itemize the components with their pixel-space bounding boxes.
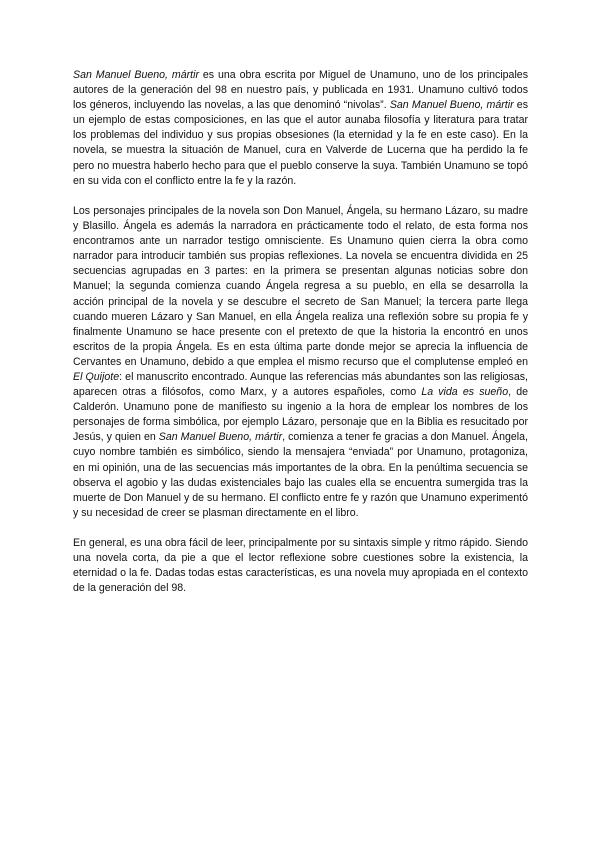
- text-run: es un ejemplo de estas composiciones, en las que el autor aunaba filosofía y literatura para tratar los problemas del individuo y sus propias obsesiones (la eternidad y la fe en este caso). En la novela, se muestra la situación de Manuel, cura en Valverde de Lucerna que ha perdido la fe pero no muestra haberlo hecho para que el pueblo conserve la suya. También Unamuno se topó en su vida con el conflicto entre la fe y la razón.: [73, 99, 528, 187]
- work-title-italic: San Manuel Bueno, mártir: [73, 69, 199, 81]
- paragraph-characters-structure: [73, 204, 528, 521]
- document-body: [73, 68, 528, 612]
- paragraph-introduction: [73, 68, 528, 189]
- work-title-italic: San Manuel Bueno, mártir: [158, 431, 283, 444]
- work-title-italic: La vida es sueño: [421, 386, 509, 399]
- text-run: , comienza a tener fe gracias a don Manuel. Ángela, cuyo nombre también es simbólico, siendo la mensajera “enviada” por Unamuno, protagoniza, en mi opinión, una de las secuencias más importantes de la obra. En la penúltima secuencia se observa el agobio y las dudas existenciales bajo las cuales ella se encuentra sumergida tras la muerte de Don Manuel y de su hermano. El conflicto entre fe y razón que Unamuno experimentó y su necesidad de creer se plasman directamente en el libro.: [73, 431, 528, 519]
- text-run: : el manuscrito encontrado. Aunque las referencias más abundantes son las religiosas, aparecen otras a filósofos, como Marx, y a autores españoles, como: [73, 370, 528, 399]
- paragraph-conclusion: [73, 536, 528, 596]
- text-run: Los personajes principales de la novela son Don Manuel, Ángela, su hermano Lázaro, su madre y Blasillo. Ángela es además la narradora en prácticamente todo el relato, de esta forma nos encontramos ante un narrador testigo omnisciente. Es Unamuno quien cierra la obra como narrador para introducir también sus propias reflexiones. La novela se encuentra dividida en 25 secuencias agrupadas en 3 partes: en la primera se presentan algunas noticias sobre don Manuel; la segunda comienza cuando Ángela regresa a su pueblo, en ella se desarrolla la acción principal de la novela y se descubre el secreto de San Manuel; la tercera parte llega cuando mueren Lázaro y San Manuel, en ella Ángela realiza una reflexión sobre su propia fe y finalmente Unamuno se hace presente con el pretexto de que la historia la encontró en unos escritos de la propia Ángela. Es en esta última parte donde mejor se aprecia la influencia de Cervantes en Unamuno, debido a que emplea el mismo recurso que el complutense empleó en: [73, 204, 528, 368]
- work-title-italic: El Quijote: [73, 370, 120, 383]
- text-run: , de Calderón. Unamuno pone de manifiesto su ingenio a la hora de emplear los nombres de los personajes de forma simbólica, por ejemplo Lázaro, personaje que en la Biblia es resucitado por Jesús, y quien en: [73, 386, 528, 444]
- text-run: es una obra escrita por Miguel de Unamuno, uno de los principales autores de la generación del 98 en nuestro país, y publicada en 1931. Unamuno cultivó todos los géneros, incluyendo las novelas, a las que denominó “nivolas”.: [73, 69, 528, 112]
- text-run: En general, es una obra fácil de leer, principalmente por su sintaxis simple y ritmo rápido. Siendo una novela corta, da pie a que el lector reflexione sobre cuestiones sobre la existencia, la eternidad o la fe. Dadas todas estas características, es una novela muy apropiada en el contexto de la generación del 98.: [73, 537, 528, 595]
- work-title-italic: San Manuel Bueno, mártir: [389, 99, 514, 112]
